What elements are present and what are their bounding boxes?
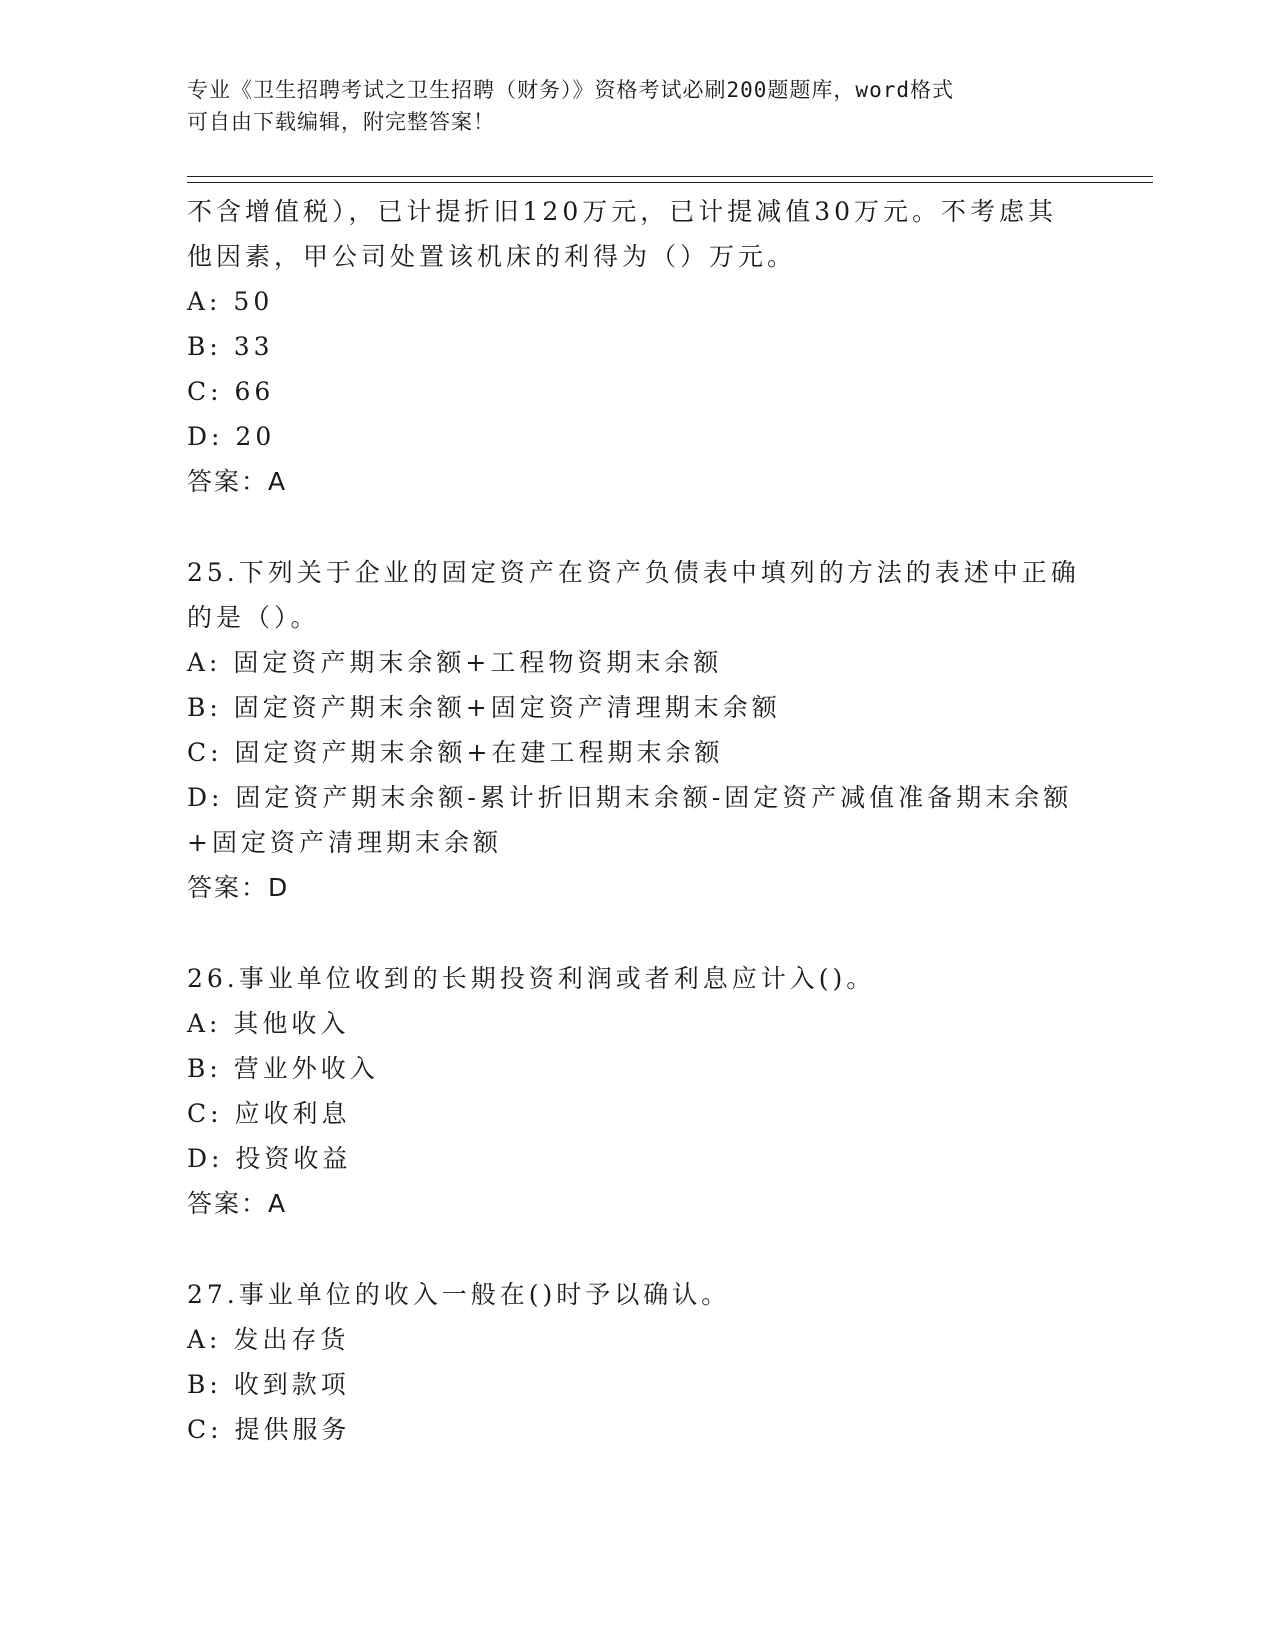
spacer (187, 504, 1087, 550)
option-d: D: 固定资产期末余额-累计折旧期末余额-固定资产减值准备期末余额 (187, 783, 1073, 812)
option-c: C: 提供服务 (187, 1415, 351, 1444)
question-text: 的是（）。 (187, 603, 320, 632)
option-a: A: 其他收入 (187, 1009, 350, 1038)
question-block (187, 1272, 1087, 1452)
answer-text: 答案：A (187, 1189, 288, 1218)
option-b: B: 固定资产期末余额+固定资产清理期末余额 (187, 693, 781, 722)
spacer (187, 1226, 1087, 1272)
question-list (187, 189, 1087, 1452)
question-text: 27.事业单位的收入一般在()时予以确认。 (187, 1280, 731, 1309)
answer-text: 答案：D (187, 873, 290, 902)
question-text: 26.事业单位收到的长期投资利润或者利息应计入()。 (187, 964, 876, 993)
option-b: B: 33 (187, 332, 274, 361)
option-a: A: 50 (187, 287, 274, 316)
option-c: C: 应收利息 (187, 1099, 351, 1128)
option-a: A: 固定资产期末余额+工程物资期末余额 (187, 648, 723, 677)
option-d: D: 20 (187, 422, 276, 451)
page-header (187, 74, 1067, 138)
header-rule-top (187, 176, 1153, 177)
question-text: 25.下列关于企业的固定资产在资产负债表中填列的方法的表述中正确 (187, 558, 1080, 587)
answer-text: 答案：A (187, 467, 288, 496)
option-b: B: 营业外收入 (187, 1054, 379, 1083)
question-block (187, 550, 1087, 910)
question-block (187, 956, 1087, 1226)
spacer (187, 910, 1087, 956)
option-c: C: 固定资产期末余额+在建工程期末余额 (187, 738, 724, 767)
option-b: B: 收到款项 (187, 1370, 350, 1399)
option-d-continued: +固定资产清理期末余额 (187, 828, 502, 857)
option-a: A: 发出存货 (187, 1325, 350, 1354)
header-rule-bottom (187, 182, 1153, 183)
question-text: 他因素，甲公司处置该机床的利得为（）万元。 (187, 242, 797, 271)
question-text: 不含增值税），已计提折旧120万元，已计提减值30万元。不考虑其 (187, 197, 1058, 226)
header-line-1: 专业《卫生招聘考试之卫生招聘（财务）》资格考试必刷200题题库，word格式 (187, 78, 954, 102)
option-c: C: 66 (187, 377, 275, 406)
option-d: D: 投资收益 (187, 1144, 352, 1173)
question-block (187, 189, 1087, 504)
header-line-2: 可自由下载编辑，附完整答案！ (187, 110, 495, 134)
